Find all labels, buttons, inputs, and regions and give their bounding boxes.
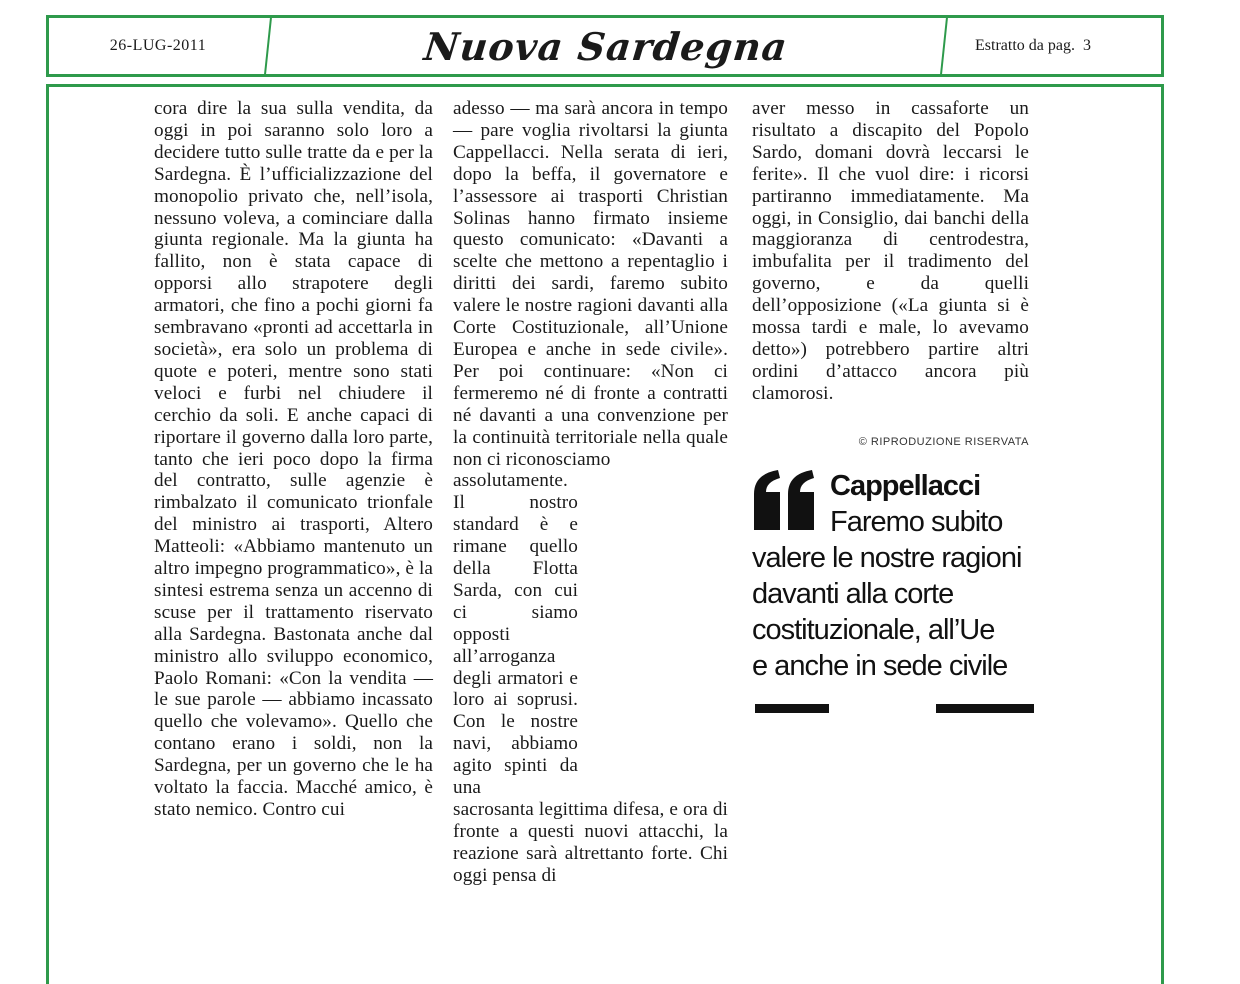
column-2-narrow-text: assolutamente. Il nostro standard è e rimane quello della Flotta Sarda, con cui ci siamo opposti all’arroganza degli armatori e loro ai soprusi. Con le nostre navi, abbiamo agito spinti da una (453, 470, 578, 799)
quote-mark-icon (752, 468, 820, 536)
rule-segment-left (755, 704, 829, 713)
pull-quote (752, 468, 1034, 684)
extract-page-info (941, 18, 1161, 74)
page-header (46, 15, 1164, 77)
article-column-3 (752, 98, 1029, 405)
copyright-notice: © RIPRODUZIONE RISERVATA (858, 436, 1029, 448)
article-column-2 (453, 98, 728, 887)
masthead-logo: Nuova Sardegna (264, 18, 948, 74)
column-1-text: cora dire la sua sulla vendita, da oggi in poi saranno solo loro a decidere tutto sulle tratte da e per la Sardegna. È l’ufficializzazione del monopolio privato che, nell’isola, nessuno voleva, a cominciare dalla giunta regionale. Ma la giunta ha fallito, non è stata capace di opporsi allo strapotere degli armatori, che fino a pochi giorni fa sembravano «pronti ad accettarla in società», era solo un problema di quote e poteri, mentre sono stati veloci e furbi nel chiudere il cerchio da soli. E anche capaci di riportare il governo dalla loro parte, tanto che ieri poco dopo la firma del contratto, sulle agenzie è rimbalzato il comunicato trionfale del ministro ai trasporti, Altero Matteoli: «Abbiamo mantenuto un altro impegno programmatico», è la sintesi estrema senza un accenno di scuse per il trattamento riservato alla Sardegna. Bastonata anche dal ministro allo sviluppo economico, Paolo Romani: «Con la vendita — le sue parole — abbiamo incassato quello che volevamo». Quello che contano erano i soldi, non la Sardegna, per un governo che le ha voltato la faccia. Macché amico, è stato nemico. Contro cui (154, 98, 433, 820)
column-3-text: aver messo in cassaforte un risultato a discapito del Popolo Sardo, domani dovrà leccarsi le ferite». Il che vuol dire: i ricorsi partiranno immediatamente. Ma oggi, in Consiglio, dai banchi della maggioranza di centrodestra, imbufalita per il tradimento del governo, e da quelli dell’opposizione («La giunta si è mossa tardi e male, lo avevamo detto») potrebbero partire altri ordini d’attacco ancora più clamorosi. (752, 98, 1029, 404)
extract-label: Estratto da pag. (975, 37, 1075, 54)
column-2-text: adesso — ma sarà ancora in tempo — pare voglia rivoltarsi la giunta Cappellacci. Nella serata di ieri, dopo la beffa, il governatore e l’assessore ai trasporti Christian Solinas hanno firmato insieme questo comunicato: «Davanti a scelte che mettono a repentaglio i diritti dei sardi, faremo subito valere le nostre ragioni davanti alla Corte Costituzionale, all’Unione Europea e anche in sede civile». Per poi continuare: «Non ci fermeremo né di fronte a contratti né davanti a una convenzione per la continuità territoriale nella quale non ci riconosciamo (453, 98, 728, 470)
pull-quote-speaker: Cappellacci (830, 470, 981, 502)
rule-segment-right (936, 704, 1034, 713)
column-2-bottom-text: sacrosanta legittima difesa, e ora di fronte a questi nuovi attacchi, la reazione sarà altrettanto forte. Chi oggi pensa di (453, 799, 728, 886)
pull-quote-line: costituzionale, all’Ue (752, 614, 995, 646)
pull-quote-line: davanti alla corte (752, 578, 954, 610)
pull-quote-line: Faremo subito (830, 506, 1003, 538)
page-number: 3 (1082, 37, 1091, 54)
pull-quote-rule (755, 704, 1034, 713)
article-column-1 (154, 98, 433, 821)
pull-quote-line: valere le nostre ragioni (752, 542, 1022, 574)
pull-quote-line: e anche in sede civile (752, 650, 1008, 682)
publication-date: 26-LUG-2011 (109, 37, 207, 54)
